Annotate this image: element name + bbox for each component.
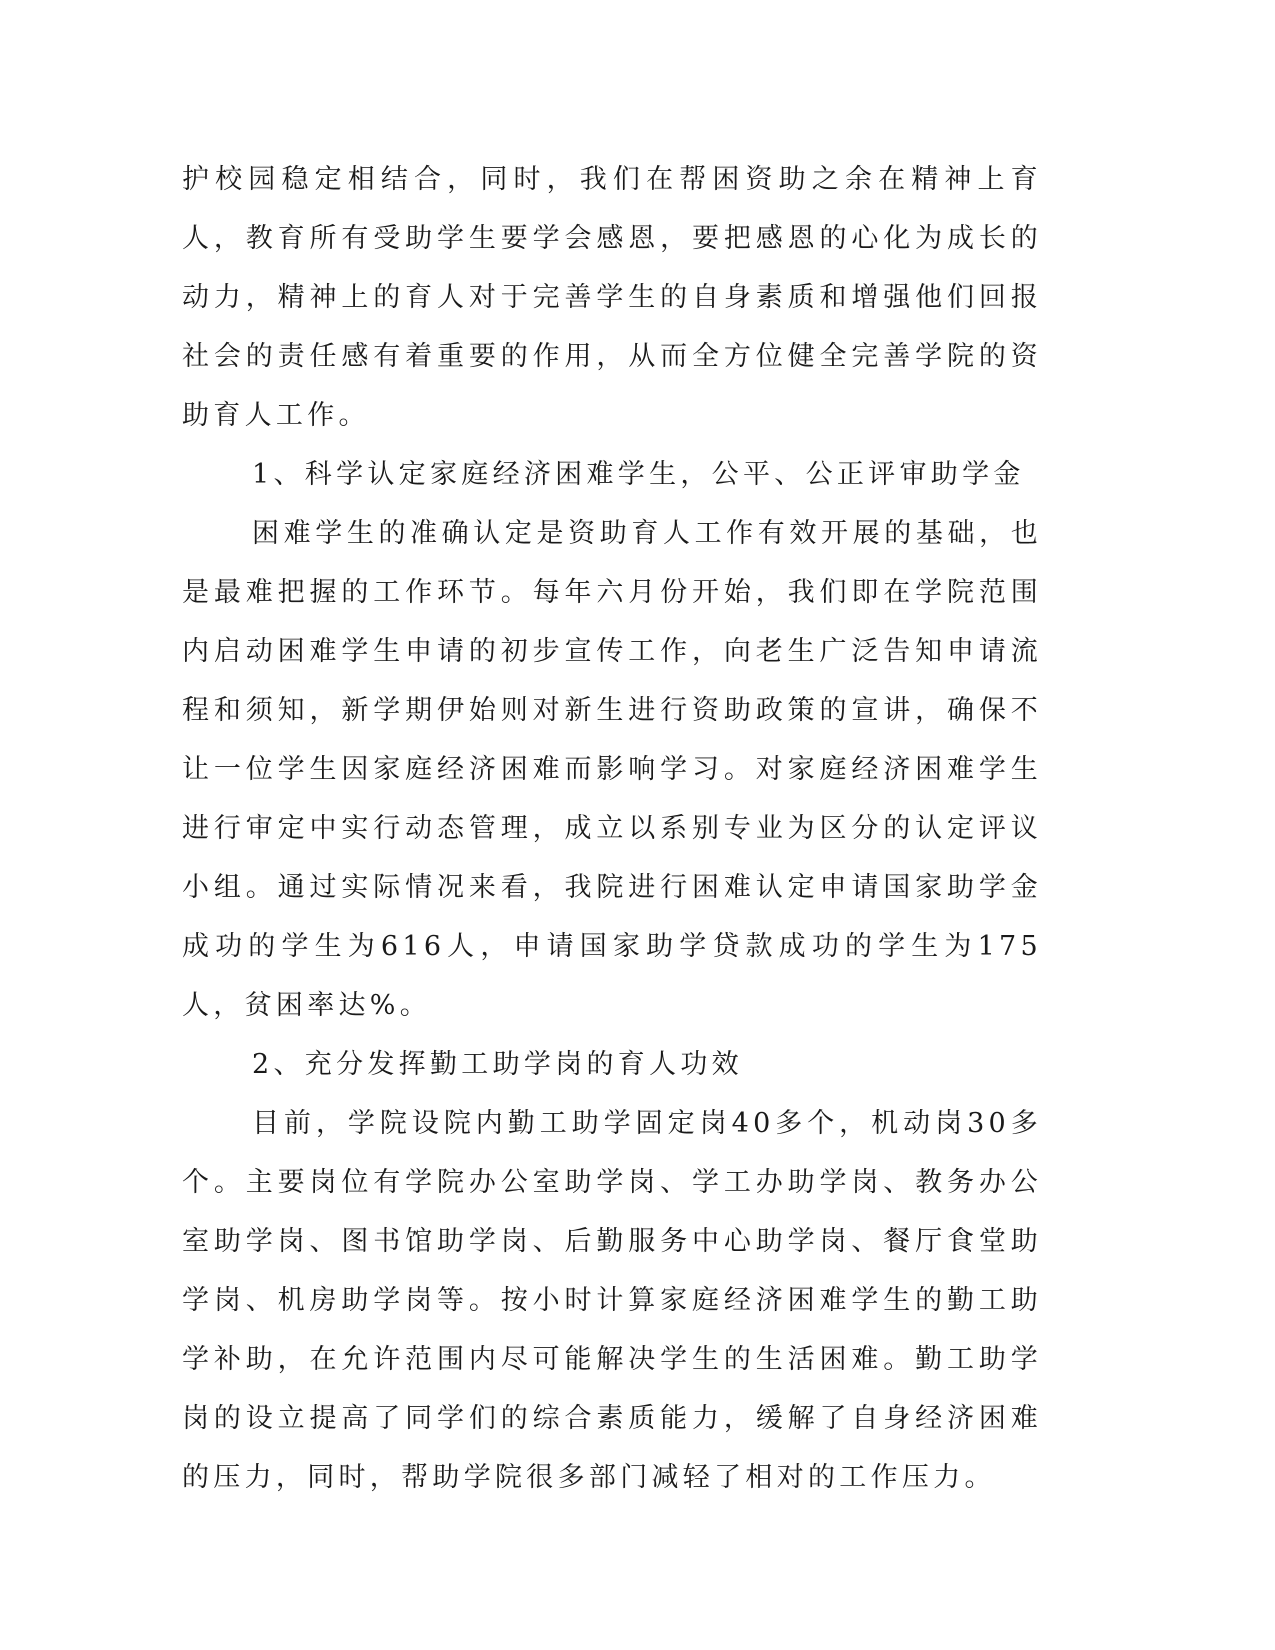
paragraph-campus-stability: 护校园稳定相结合，同时，我们在帮困资助之余在精神上育人，教育所有受助学生要学会感恩，要把感恩的心化为成长的动力，精神上的育人对于完善学生的自身素质和增强他们回报社会的责任感有着重要的作用，从而全方位健全完善学院的资助育人工作。 [182,164,1042,431]
paragraph-work-study-posts: 目前，学院设院内勤工助学固定岗40多个，机动岗30多个。主要岗位有学院办公室助学岗、学工办助学岗、教务办公室助学岗、图书馆助学岗、后勤服务中心助学岗、餐厅食堂助学岗、机房助学岗等。按小时计算家庭经济困难学生的勤工助学补助，在允许范围内尽可能解决学生的生活困难。勤工助学岗的设立提高了同学们的综合素质能力，缓解了自身经济困难的压力，同时，帮助学院很多部门减轻了相对的工作压力。 [182,1108,1042,1493]
section-heading-2: 2、充分发挥勤工助学岗的育人功效 [252,1049,743,1080]
document-page [182,150,1042,1507]
section-heading-1: 1、科学认定家庭经济困难学生，公平、公正评审助学金 [252,459,1025,490]
paragraph-student-identification: 困难学生的准确认定是资助育人工作有效开展的基础，也是最难把握的工作环节。每年六月份开始，我们即在学院范围内启动困难学生申请的初步宣传工作，向老生广泛告知申请流程和须知，新学期伊始则对新生进行资助政策的宣讲，确保不让一位学生因家庭经济困难而影响学习。对家庭经济困难学生进行审定中实行动态管理，成立以系别专业为区分的认定评议小组。通过实际情况来看，我院进行困难认定申请国家助学金成功的学生为616人，申请国家助学贷款成功的学生为175人，贫困率达%。 [182,518,1042,1021]
